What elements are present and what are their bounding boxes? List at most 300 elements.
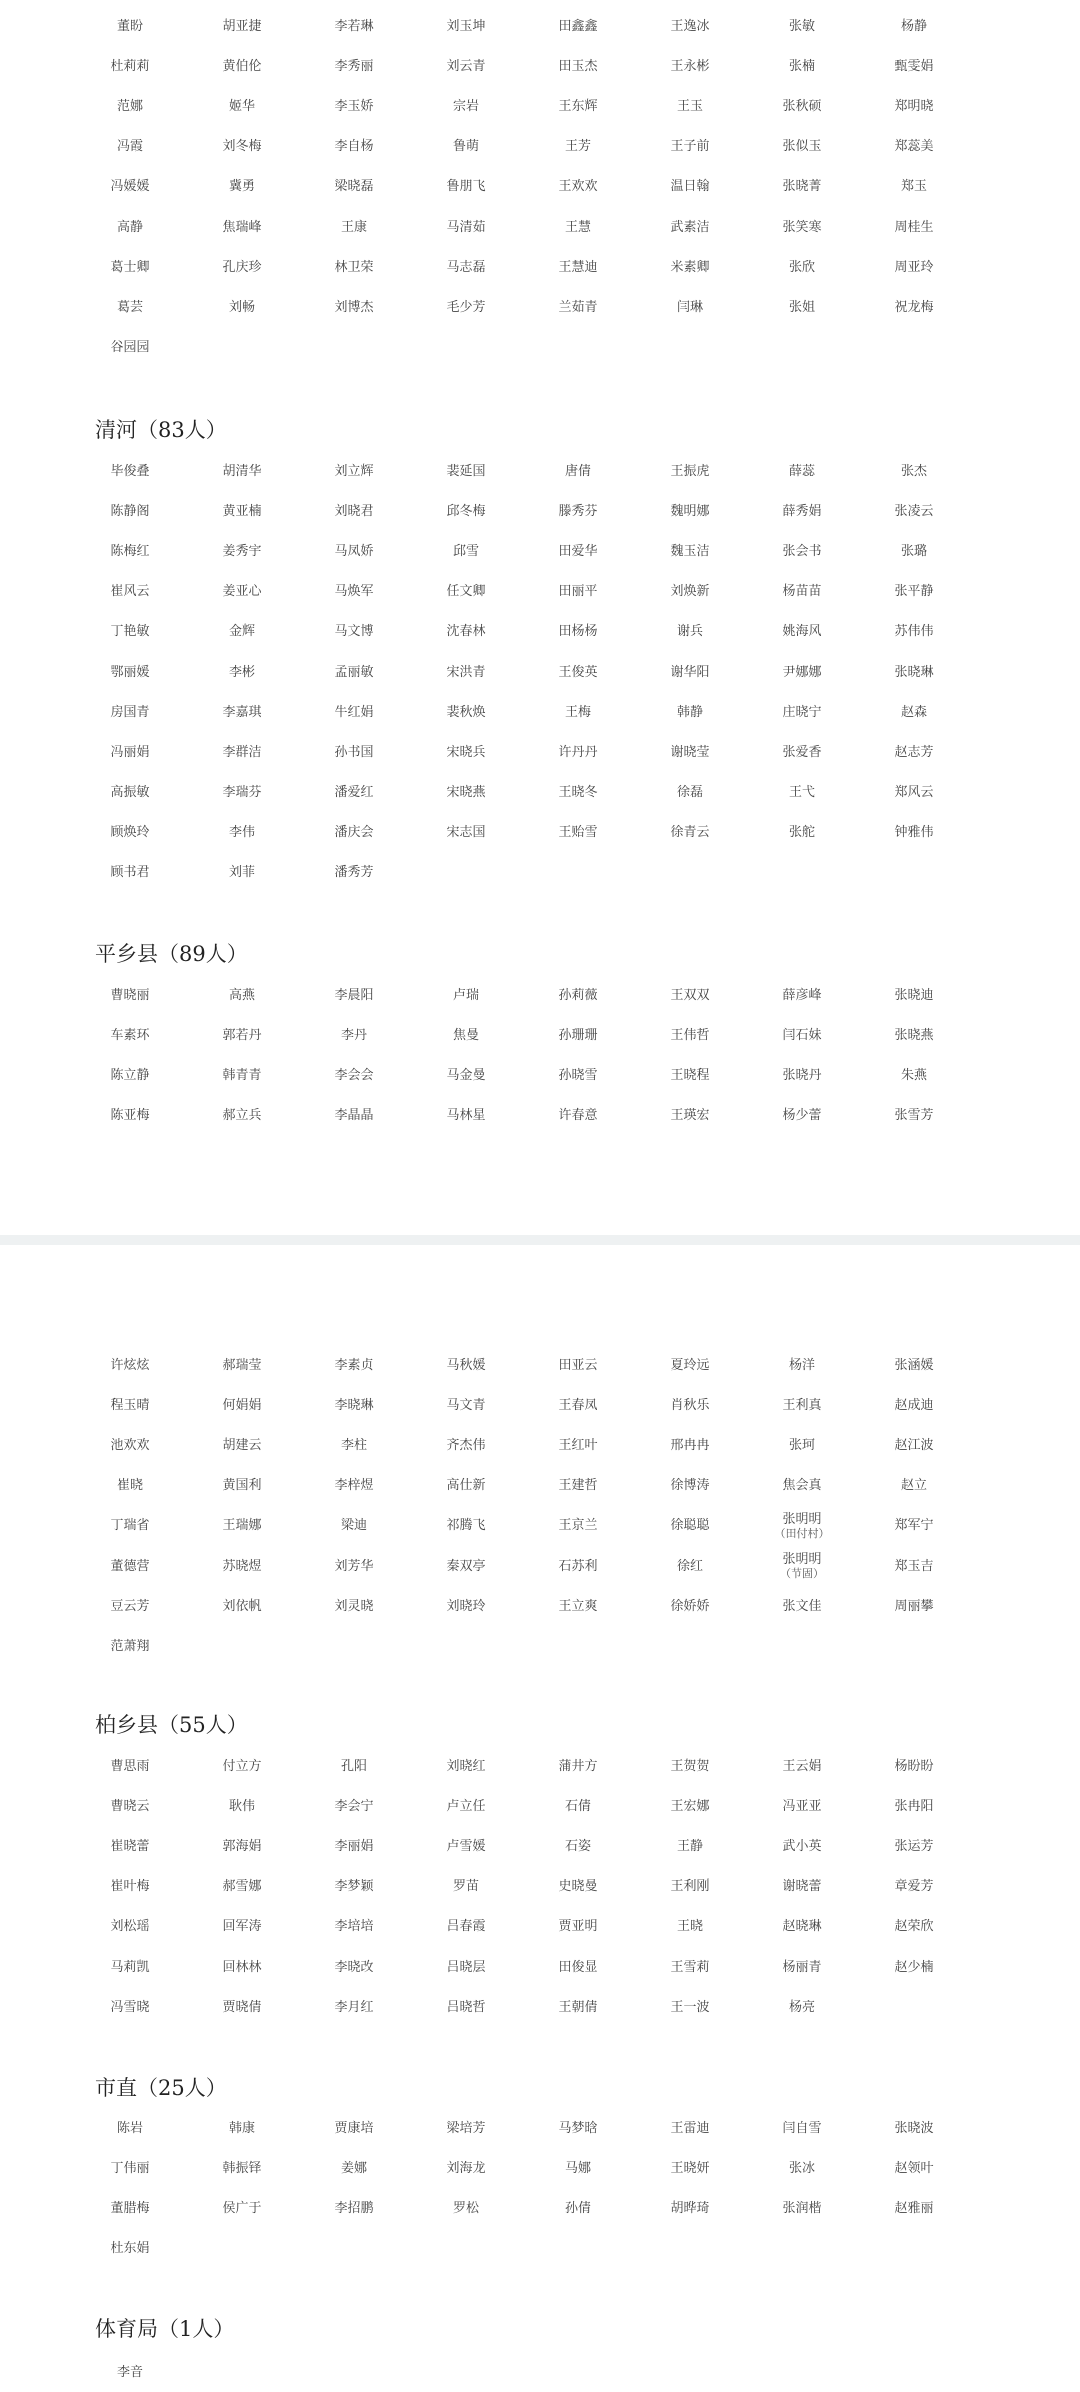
name-cell (410, 1478, 522, 1493)
name-cell: 陈静阁 (110, 503, 150, 519)
name-text: 王京兰 (558, 1518, 598, 1534)
name-cell: 李玉娇 (334, 98, 374, 114)
name-text: 李梓煜 (334, 1478, 374, 1494)
name-cell: 刘焕新 (670, 584, 710, 600)
name-cell (634, 1398, 746, 1413)
name-cell: 潘秀芳 (334, 865, 374, 881)
name-cell (186, 1398, 298, 1413)
name-text: 刘芳华 (334, 1558, 374, 1574)
name-cell: 王晓程 (670, 1067, 710, 1083)
name-text: 黄国利 (222, 1478, 262, 1494)
name-cell: 郝雪娜 (222, 1879, 262, 1895)
name-cell (522, 1358, 634, 1373)
name-note: （田付村） (774, 1526, 830, 1540)
name-cell (74, 1358, 186, 1373)
name-cell: 郝立兵 (222, 1108, 262, 1124)
name-cell: 郭若丹 (222, 1027, 262, 1043)
name-cell (522, 1438, 634, 1453)
name-cell: 石姿 (564, 1838, 591, 1854)
name-cell: 杜东娟 (110, 2241, 150, 2257)
name-cell: 宋晓燕 (446, 785, 486, 801)
name-cell: 魏玉洁 (670, 543, 710, 559)
name-cell: 田杨杨 (558, 624, 598, 640)
name-cell: 王芳 (564, 139, 591, 155)
name-cell: 闫琳 (676, 299, 703, 315)
name-text: 徐娇娇 (670, 1598, 710, 1614)
name-cell: 毛少芳 (446, 299, 486, 315)
name-cell: 王弋 (788, 785, 815, 801)
name-cell: 丁伟丽 (110, 2160, 150, 2176)
name-cell: 张晓琳 (894, 664, 934, 680)
name-cell: 吕晓层 (446, 1959, 486, 1975)
name-cell: 张杰 (900, 463, 927, 479)
name-text: 王红叶 (558, 1437, 598, 1453)
name-cell: 马林星 (446, 1108, 486, 1124)
name-cell: 陈亚梅 (110, 1108, 150, 1124)
name-cell: 许春意 (558, 1108, 598, 1124)
name-cell: 梁晓磊 (334, 179, 374, 195)
name-cell: 赵荣欣 (894, 1919, 934, 1935)
name-cell: 李会宁 (334, 1798, 374, 1814)
name-cell (634, 1518, 746, 1533)
name-cell: 薛秀娟 (782, 503, 822, 519)
name-cell (186, 1599, 298, 1614)
name-cell (746, 1599, 858, 1614)
name-cell: 王逸冰 (670, 18, 710, 34)
name-cell: 赵森 (900, 704, 927, 720)
name-cell: 高振敏 (110, 785, 150, 801)
name-cell: 谷园园 (110, 340, 150, 356)
name-cell: 刘晓君 (334, 503, 374, 519)
name-cell: 贾亚明 (558, 1919, 598, 1935)
name-cell: 张运芳 (894, 1838, 934, 1854)
name-cell: 梁培芳 (446, 2120, 486, 2136)
name-cell: 邱冬梅 (446, 503, 486, 519)
name-cell: 张秋硕 (782, 98, 822, 114)
name-cell: 田鑫鑫 (558, 18, 598, 34)
name-cell: 郑明晓 (894, 98, 934, 114)
name-cell: 石倩 (564, 1798, 591, 1814)
name-cell (522, 1599, 634, 1614)
name-cell: 高静 (116, 219, 143, 235)
name-cell: 冀勇 (228, 179, 255, 195)
name-cell: 潘庆会 (334, 825, 374, 841)
name-text: 王瑞娜 (222, 1518, 262, 1534)
name-cell: 刘海龙 (446, 2160, 486, 2176)
name-text: 徐红 (676, 1558, 703, 1574)
name-cell: 张笑寒 (782, 219, 822, 235)
name-cell: 王贺贺 (670, 1758, 710, 1774)
name-cell: 张璐 (900, 543, 927, 559)
name-cell: 曹思雨 (110, 1758, 150, 1774)
name-cell: 车素环 (110, 1027, 150, 1043)
name-cell (74, 1438, 186, 1453)
name-cell: 刘畅 (228, 299, 255, 315)
name-cell: 张凌云 (894, 503, 934, 519)
name-cell: 马莉凯 (110, 1959, 150, 1975)
name-cell (634, 1599, 746, 1614)
name-cell: 张润楷 (782, 2200, 822, 2216)
name-cell: 林卫荣 (334, 259, 374, 275)
name-cell: 王一波 (670, 1999, 710, 2015)
name-cell: 葛芸 (116, 299, 143, 315)
name-cell: 邱雪 (452, 543, 479, 559)
name-cell: 潘爱红 (334, 785, 374, 801)
name-cell: 金辉 (228, 624, 255, 640)
name-cell: 姚海风 (782, 624, 822, 640)
name-cell: 杨亮 (788, 1999, 815, 2015)
name-cell: 王利刚 (670, 1879, 710, 1895)
name-cell (298, 1478, 410, 1493)
name-cell: 马金曼 (446, 1067, 486, 1083)
name-cell: 王东辉 (558, 98, 598, 114)
name-cell: 沈春林 (446, 624, 486, 640)
name-cell: 徐青云 (670, 825, 710, 841)
name-cell: 杨苗苗 (782, 584, 822, 600)
name-cell: 赵志芳 (894, 744, 934, 760)
name-cell: 冯媛媛 (110, 179, 150, 195)
name-cell: 孙倩 (564, 2200, 591, 2216)
name-cell: 张晓丹 (782, 1067, 822, 1083)
name-cell: 李晨阳 (334, 987, 374, 1003)
name-cell: 王永彬 (670, 58, 710, 74)
name-text: 董德营 (110, 1558, 150, 1574)
name-cell: 兰茹青 (558, 299, 598, 315)
name-cell: 贾康培 (334, 2120, 374, 2136)
name-cell: 马焕军 (334, 584, 374, 600)
name-cell: 王子前 (670, 139, 710, 155)
name-cell (298, 1438, 410, 1453)
name-cell: 李招鹏 (334, 2200, 374, 2216)
name-cell: 庄晓宁 (782, 704, 822, 720)
name-cell: 姬华 (228, 98, 255, 114)
name-cell (74, 1639, 186, 1654)
name-text: 赵江波 (894, 1437, 934, 1453)
name-text: 丁瑞省 (110, 1518, 150, 1534)
name-text: 焦会真 (782, 1478, 822, 1494)
name-cell: 冯霞 (116, 139, 143, 155)
name-cell: 韩青青 (222, 1067, 262, 1083)
name-cell (634, 1358, 746, 1373)
name-cell: 李会会 (334, 1067, 374, 1083)
name-cell: 张晓菁 (782, 179, 822, 195)
name-cell: 曹晓丽 (110, 987, 150, 1003)
name-text: 徐聪聪 (670, 1518, 710, 1534)
name-cell: 王静 (676, 1838, 703, 1854)
name-cell: 孙晓雪 (558, 1067, 598, 1083)
name-cell: 王玉 (676, 98, 703, 114)
name-cell (298, 1518, 410, 1533)
name-cell (522, 1559, 634, 1574)
name-cell: 李若琳 (334, 18, 374, 34)
name-cell: 甄雯娟 (894, 58, 934, 74)
name-cell: 孙莉薇 (558, 987, 598, 1003)
name-cell: 鲁朋飞 (446, 179, 486, 195)
name-cell: 刘菲 (228, 865, 255, 881)
name-cell: 王慧迪 (558, 259, 598, 275)
name-cell: 宋志国 (446, 825, 486, 841)
name-cell: 魏明娜 (670, 503, 710, 519)
name-text: 邢冉冉 (670, 1437, 710, 1453)
name-cell: 冯亚亚 (782, 1798, 822, 1814)
name-cell (634, 1438, 746, 1453)
name-text: 郝瑞莹 (222, 1357, 262, 1373)
name-cell: 崔晓蕾 (110, 1838, 150, 1854)
name-cell: 裴秋焕 (446, 704, 486, 720)
name-cell: 罗苗 (452, 1879, 479, 1895)
name-cell: 范娜 (116, 98, 143, 114)
name-text: 张明明 (782, 1511, 822, 1527)
name-cell: 张楠 (788, 58, 815, 74)
name-cell: 孙珊珊 (558, 1027, 598, 1043)
name-cell (74, 1559, 186, 1574)
name-cell: 董盼 (116, 18, 143, 34)
name-cell: 耿伟 (228, 1798, 255, 1814)
name-cell: 张冉阳 (894, 1798, 934, 1814)
name-cell: 武素洁 (670, 219, 710, 235)
name-cell: 张会书 (782, 543, 822, 559)
name-cell: 米素卿 (670, 259, 710, 275)
page-separator (0, 1235, 1080, 1245)
name-cell: 王梅 (564, 704, 591, 720)
name-cell (746, 1358, 858, 1373)
name-text: 许炫炫 (110, 1357, 150, 1373)
name-cell: 张爱香 (782, 744, 822, 760)
name-cell (634, 1478, 746, 1493)
name-cell (186, 1559, 298, 1574)
name-cell: 崔叶梅 (110, 1879, 150, 1895)
name-text: 李素贞 (334, 1357, 374, 1373)
name-cell (410, 1518, 522, 1533)
name-cell: 王晓妍 (670, 2160, 710, 2176)
name-cell (74, 1599, 186, 1614)
name-cell: 祝龙梅 (894, 299, 934, 315)
name-cell: 孔阳 (340, 1758, 367, 1774)
name-cell: 胡清华 (222, 463, 262, 479)
name-cell: 徐磊 (676, 785, 703, 801)
name-cell: 薛蕊 (788, 463, 815, 479)
name-text: 张明明 (782, 1552, 822, 1568)
name-cell: 王双双 (670, 987, 710, 1003)
name-cell: 温日翰 (670, 179, 710, 195)
name-cell: 韩静 (676, 704, 703, 720)
name-grid-pingxiang-continued (74, 1345, 1080, 1667)
name-cell: 李音 (116, 2364, 143, 2380)
name-cell: 王朝倩 (558, 1999, 598, 2015)
name-cell (410, 1438, 522, 1453)
name-cell: 曹晓云 (110, 1798, 150, 1814)
name-text: 田亚云 (558, 1357, 598, 1373)
name-text: 郑军宁 (894, 1518, 934, 1534)
name-text: 张珂 (788, 1437, 815, 1453)
name-text: 马文青 (446, 1397, 486, 1413)
name-cell: 陈岩 (116, 2120, 143, 2136)
name-cell (858, 1559, 970, 1574)
name-cell: 李嘉琪 (222, 704, 262, 720)
name-cell: 卢瑞 (452, 987, 479, 1003)
name-cell: 蒲井方 (558, 1758, 598, 1774)
name-note: （节固） (780, 1567, 824, 1581)
name-text: 杨洋 (788, 1357, 815, 1373)
name-cell: 孟丽敏 (334, 664, 374, 680)
name-cell: 刘博杰 (334, 299, 374, 315)
name-cell (858, 1438, 970, 1453)
name-cell: 朱燕 (900, 1067, 927, 1083)
name-cell: 滕秀芬 (558, 503, 598, 519)
name-text: 程玉晴 (110, 1397, 150, 1413)
name-cell: 胡晔琦 (670, 2200, 710, 2216)
name-cell: 王云娟 (782, 1758, 822, 1774)
name-cell: 王俊英 (558, 664, 598, 680)
name-cell: 刘云青 (446, 58, 486, 74)
name-text: 张文佳 (782, 1598, 822, 1614)
name-cell: 李彬 (228, 664, 255, 680)
name-cell (746, 1438, 858, 1453)
name-cell: 焦瑞峰 (222, 219, 262, 235)
name-grid-baixiang (74, 1746, 1080, 2027)
name-cell: 王瑛宏 (670, 1108, 710, 1124)
name-cell: 张姐 (788, 299, 815, 315)
name-grid-qinghe (74, 451, 1080, 893)
name-cell: 宋洪青 (446, 664, 486, 680)
name-cell: 黄伯伦 (222, 58, 262, 74)
name-cell: 武小英 (782, 1838, 822, 1854)
name-cell: 任文卿 (446, 584, 486, 600)
section-title-pingxiang: 平乡县（89人） (95, 942, 248, 966)
name-cell: 王贻雪 (558, 825, 598, 841)
name-cell: 姜亚心 (222, 584, 262, 600)
name-text: 刘依帆 (222, 1598, 262, 1614)
name-cell: 宗岩 (452, 98, 479, 114)
name-cell: 孙书国 (334, 744, 374, 760)
name-cell: 苏伟伟 (894, 624, 934, 640)
name-cell: 马文博 (334, 624, 374, 640)
name-cell: 侯广于 (222, 2200, 262, 2216)
name-cell: 李月红 (334, 1999, 374, 2015)
name-cell (74, 1518, 186, 1533)
name-cell (186, 1438, 298, 1453)
name-cell: 史晓曼 (558, 1879, 598, 1895)
name-text: 胡建云 (222, 1437, 262, 1453)
name-cell: 田俊显 (558, 1959, 598, 1975)
name-cell: 赵少楠 (894, 1959, 934, 1975)
name-cell: 李瑞芬 (222, 785, 262, 801)
name-grid-tiyuju (74, 2352, 1080, 2392)
name-cell (410, 1358, 522, 1373)
name-cell: 冯丽娟 (110, 744, 150, 760)
name-cell: 牛红娟 (334, 704, 374, 720)
name-cell: 王振虎 (670, 463, 710, 479)
name-cell: 张晓迪 (894, 987, 934, 1003)
name-cell: 马志磊 (446, 259, 486, 275)
name-text: 马秋媛 (446, 1357, 486, 1373)
name-cell: 高燕 (228, 987, 255, 1003)
name-cell: 张晓燕 (894, 1027, 934, 1043)
name-grid-continuation (74, 6, 1080, 368)
name-text: 王春凤 (558, 1397, 598, 1413)
name-cell: 周桂生 (894, 219, 934, 235)
name-cell: 杨静 (900, 18, 927, 34)
name-cell: 王康 (340, 219, 367, 235)
name-cell (410, 1559, 522, 1574)
name-cell: 李梦颖 (334, 1879, 374, 1895)
name-cell: 罗松 (452, 2200, 479, 2216)
name-text: 范萧翔 (110, 1638, 150, 1654)
name-cell: 李丽娟 (334, 1838, 374, 1854)
name-text: 李晓琳 (334, 1397, 374, 1413)
name-cell (298, 1599, 410, 1614)
name-cell: 王宏娜 (670, 1798, 710, 1814)
name-cell: 毕俊叠 (110, 463, 150, 479)
name-grid-shizhi (74, 2108, 1080, 2269)
name-text: 刘灵晓 (334, 1598, 374, 1614)
name-text: 齐杰伟 (446, 1437, 486, 1453)
name-cell: 李晓改 (334, 1959, 374, 1975)
name-cell (410, 1398, 522, 1413)
name-cell: 姜秀宇 (222, 543, 262, 559)
name-cell: 章爱芳 (894, 1879, 934, 1895)
name-text: 刘晓玲 (446, 1598, 486, 1614)
name-text: 周丽攀 (894, 1598, 934, 1614)
name-cell: 焦曼 (452, 1027, 479, 1043)
name-text: 夏玲远 (670, 1357, 710, 1373)
name-text: 赵立 (900, 1478, 927, 1494)
name-cell: 孔庆珍 (222, 259, 262, 275)
name-cell: 谢华阳 (670, 664, 710, 680)
name-text: 豆云芳 (110, 1598, 150, 1614)
name-cell (746, 1512, 858, 1540)
name-cell: 马清茹 (446, 219, 486, 235)
name-cell: 贾晓倩 (222, 1999, 262, 2015)
name-cell: 葛士卿 (110, 259, 150, 275)
name-cell: 鄂丽媛 (110, 664, 150, 680)
document-page-2 (0, 1245, 1080, 2387)
name-text: 郑玉吉 (894, 1558, 934, 1574)
name-cell: 张舵 (788, 825, 815, 841)
name-cell: 马娜 (564, 2160, 591, 2176)
name-cell: 韩振铎 (222, 2160, 262, 2176)
name-cell: 刘松瑶 (110, 1919, 150, 1935)
name-cell (634, 1559, 746, 1574)
name-text: 赵成迪 (894, 1397, 934, 1413)
name-cell: 谢晓蕾 (782, 1879, 822, 1895)
name-cell: 宋晓兵 (446, 744, 486, 760)
section-title-tiyuju: 体育局（1人） (95, 2317, 235, 2341)
name-cell (858, 1518, 970, 1533)
name-cell: 张晓波 (894, 2120, 934, 2136)
name-cell: 杨丽青 (782, 1959, 822, 1975)
name-cell: 王晓冬 (558, 785, 598, 801)
name-cell: 唐倩 (564, 463, 591, 479)
name-cell (298, 1559, 410, 1574)
name-cell (858, 1478, 970, 1493)
name-text: 王建哲 (558, 1478, 598, 1494)
name-cell: 张雪芳 (894, 1108, 934, 1124)
name-cell (858, 1398, 970, 1413)
name-cell: 王雪莉 (670, 1959, 710, 1975)
name-cell: 王慧 (564, 219, 591, 235)
name-cell: 郑玉 (900, 179, 927, 195)
name-cell: 胡亚捷 (222, 18, 262, 34)
name-cell: 卢雪媛 (446, 1838, 486, 1854)
name-cell (746, 1478, 858, 1493)
name-cell: 姜娜 (340, 2160, 367, 2176)
name-cell: 房国青 (110, 704, 150, 720)
name-cell: 郭海娟 (222, 1838, 262, 1854)
name-cell: 刘玉坤 (446, 18, 486, 34)
name-cell: 冯雪晓 (110, 1999, 150, 2015)
name-cell (74, 1478, 186, 1493)
